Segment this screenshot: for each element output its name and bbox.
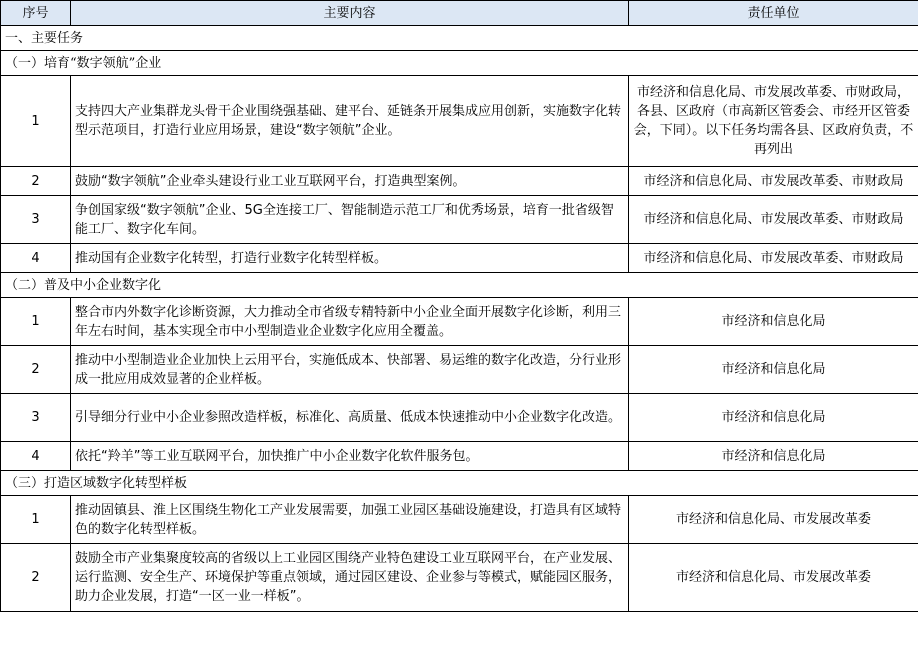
row-resp: 市经济和信息化局、市发展改革委、市财政局 — [629, 196, 918, 244]
table-row — [1, 544, 918, 612]
row-resp: 市经济和信息化局、市发展改革委、市财政局 — [629, 244, 918, 273]
row-resp: 市经济和信息化局、市发展改革委、市财政局，各县、区政府（市高新区管委会、市经开区管委会，下同）。以下任务均需各县、区政府负责，不再列出 — [629, 76, 918, 167]
section-main-title: 一、主要任务 — [1, 26, 918, 51]
group-title-row — [1, 471, 918, 496]
row-resp: 市经济和信息化局、市发展改革委、市财政局 — [629, 167, 918, 196]
table-row — [1, 76, 918, 167]
group-title-row — [1, 51, 918, 76]
table-row — [1, 196, 918, 244]
row-num: 3 — [1, 394, 71, 442]
table-row — [1, 496, 918, 544]
row-num: 2 — [1, 544, 71, 612]
table-row — [1, 346, 918, 394]
row-num: 2 — [1, 346, 71, 394]
row-content: 推动固镇县、淮上区围绕生物化工产业发展需要，加强工业园区基础设施建设，打造具有区域特色的数字化转型样板。 — [71, 496, 629, 544]
table-row — [1, 442, 918, 471]
row-content: 鼓励全市产业集聚度较高的省级以上工业园区围绕产业特色建设工业互联网平台，在产业发展、运行监测、安全生产、环境保护等重点领域，通过园区建设、企业参与等模式，赋能园区服务，助力企业发展，打造“一区一业一样板”。 — [71, 544, 629, 612]
row-content: 鼓励“数字领航”企业牵头建设行业工业互联网平台，打造典型案例。 — [71, 167, 629, 196]
row-resp: 市经济和信息化局、市发展改革委 — [629, 496, 918, 544]
row-resp: 市经济和信息化局 — [629, 298, 918, 346]
row-resp: 市经济和信息化局 — [629, 346, 918, 394]
row-content: 争创国家级“数字领航”企业、5G全连接工厂、智能制造示范工厂和优秀场景，培育一批省级智能工厂、数字化车间。 — [71, 196, 629, 244]
row-num: 4 — [1, 442, 71, 471]
table-row — [1, 244, 918, 273]
row-content: 引导细分行业中小企业参照改造样板，标准化、高质量、低成本快速推动中小企业数字化改造。 — [71, 394, 629, 442]
row-content: 推动中小型制造业企业加快上云用平台，实施低成本、快部署、易运维的数字化改造，分行业形成一批应用成效显著的企业样板。 — [71, 346, 629, 394]
group-title: （三）打造区域数字化转型样板 — [1, 471, 918, 496]
row-num: 2 — [1, 167, 71, 196]
row-num: 4 — [1, 244, 71, 273]
table-row — [1, 298, 918, 346]
group-title: （二）普及中小企业数字化 — [1, 273, 918, 298]
row-resp: 市经济和信息化局、市发展改革委 — [629, 544, 918, 612]
header-num: 序号 — [1, 1, 71, 26]
row-content: 支持四大产业集群龙头骨干企业围绕强基础、建平台、延链条开展集成应用创新，实施数字化转型示范项目，打造行业应用场景，建设“数字领航”企业。 — [71, 76, 629, 167]
row-num: 1 — [1, 76, 71, 167]
header-content: 主要内容 — [71, 1, 629, 26]
row-num: 1 — [1, 496, 71, 544]
table-row — [1, 394, 918, 442]
row-resp: 市经济和信息化局 — [629, 442, 918, 471]
header-row — [1, 1, 918, 26]
group-title: （一）培育“数字领航”企业 — [1, 51, 918, 76]
row-content: 整合市内外数字化诊断资源，大力推动全市省级专精特新中小企业全面开展数字化诊断，利用三年左右时间，基本实现全市中小型制造业企业数字化应用全覆盖。 — [71, 298, 629, 346]
table-row — [1, 167, 918, 196]
section-row-main — [1, 26, 918, 51]
row-resp: 市经济和信息化局 — [629, 394, 918, 442]
row-num: 3 — [1, 196, 71, 244]
header-resp: 责任单位 — [629, 1, 918, 26]
row-content: 推动国有企业数字化转型，打造行业数字化转型样板。 — [71, 244, 629, 273]
group-title-row — [1, 273, 918, 298]
row-num: 1 — [1, 298, 71, 346]
row-content: 依托“羚羊”等工业互联网平台，加快推广中小企业数字化软件服务包。 — [71, 442, 629, 471]
